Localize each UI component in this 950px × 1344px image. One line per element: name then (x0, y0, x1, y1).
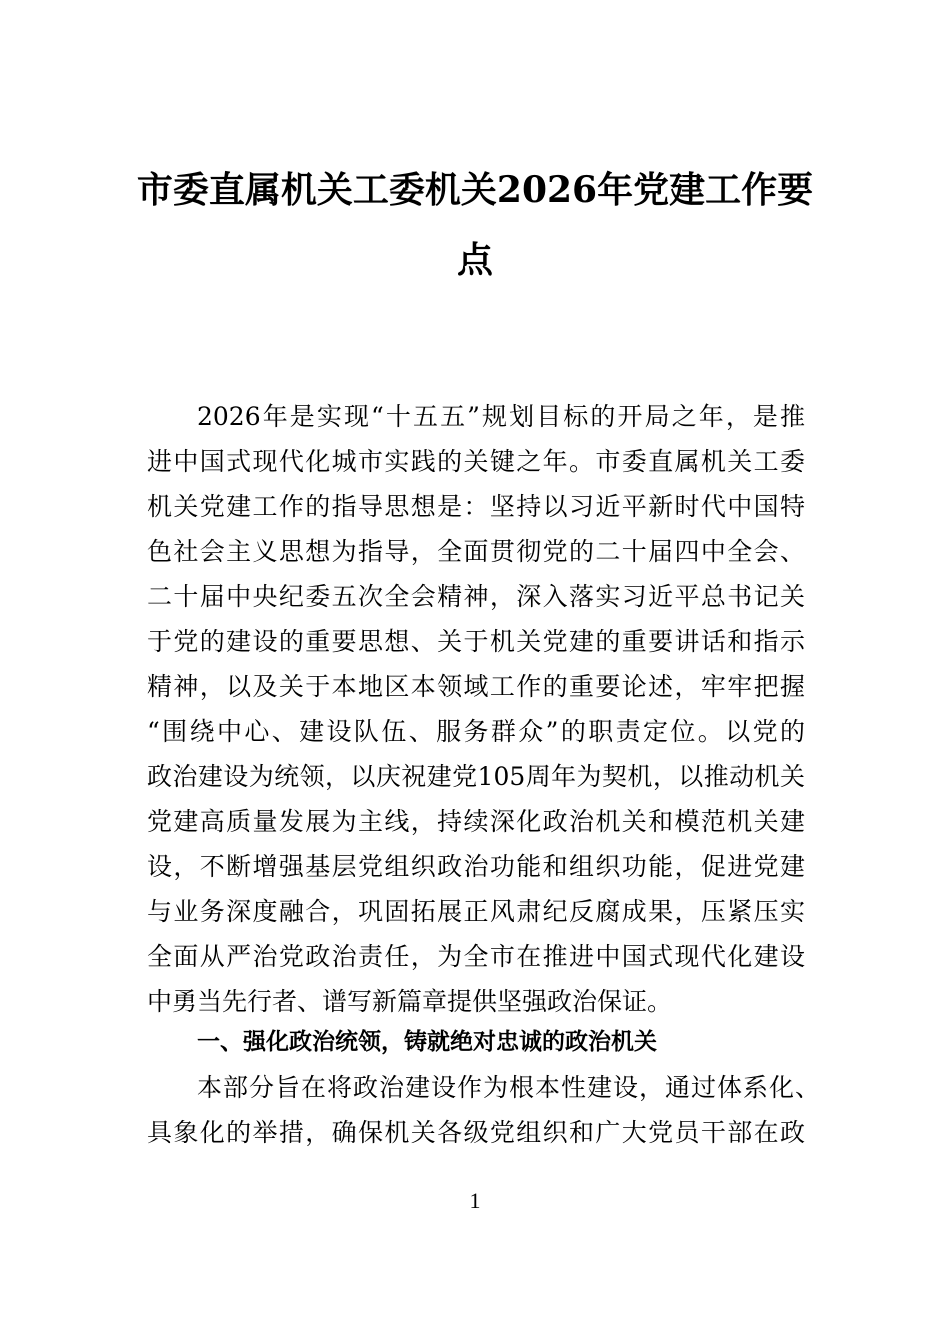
text-line: 色社会主义思想为指导，全面贯彻党的二十届四中全会、 (147, 537, 805, 566)
text-line: 进中国式现代化城市实践的关键之年。市委直属机关工委 (147, 447, 805, 476)
text-line: 二十届中央纪委五次全会精神，深入落实习近平总书记关 (147, 582, 805, 611)
text-line: 2026年是实现“十五五”规划目标的开局之年，是推 (197, 402, 805, 431)
text-line: 机关党建工作的指导思想是：坚持以习近平新时代中国特 (147, 492, 805, 521)
text-line: 本部分旨在将政治建设作为根本性建设，通过体系化、 (197, 1073, 820, 1102)
text-line: 党建高质量发展为主线，持续深化政治机关和模范机关建 (147, 807, 805, 836)
text-line: 全面从严治党政治责任，为全市在推进中国式现代化建设 (147, 942, 805, 971)
document-title-line-1: 市委直属机关工委机关2026年党建工作要 (136, 169, 814, 211)
text-line: 中勇当先行者、谱写新篇章提供坚强政治保证。 (147, 987, 673, 1016)
text-line: 设，不断增强基层党组织政治功能和组织功能，促进党建 (147, 852, 805, 881)
text-line: 于党的建设的重要思想、关于机关党建的重要讲话和指示 (147, 627, 805, 656)
document-title-line-2: 点 (456, 239, 493, 281)
page-number: 1 (469, 1188, 481, 1213)
text-line: 具象化的举措，确保机关各级党组织和广大党员干部在政 (147, 1118, 805, 1147)
text-line: 精神，以及关于本地区本领域工作的重要论述，牢牢把握 (147, 672, 805, 701)
text-line: “围绕中心、建设队伍、服务群众”的职责定位。以党的 (147, 717, 805, 746)
section-heading: 一、强化政治统领，铸就绝对忠诚的政治机关 (197, 1029, 657, 1055)
text-line: 政治建设为统领，以庆祝建党105周年为契机，以推动机关 (147, 762, 805, 791)
text-line: 与业务深度融合，巩固拓展正风肃纪反腐成果，压紧压实 (147, 897, 805, 926)
